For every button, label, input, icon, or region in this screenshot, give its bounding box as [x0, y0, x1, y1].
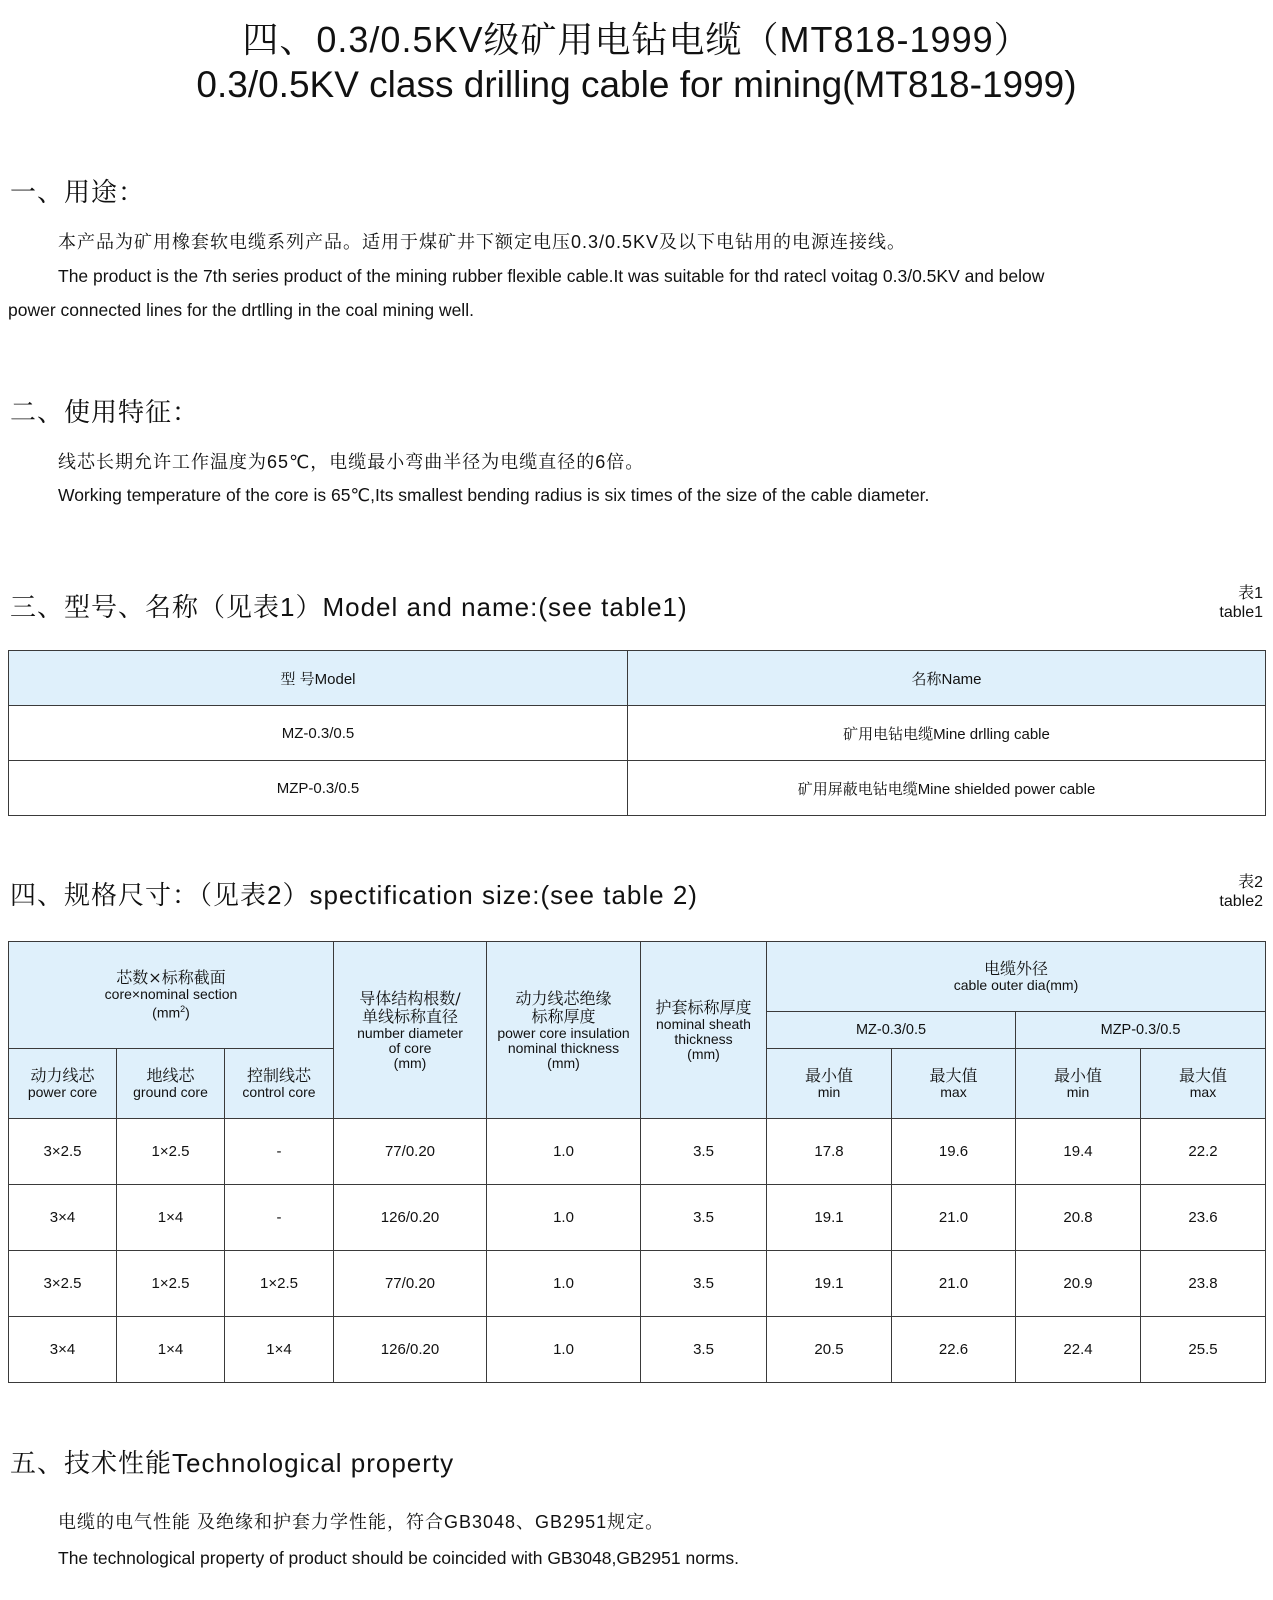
- table1-header-model: 型 号Model: [9, 651, 628, 706]
- cell-sheath: 3.5: [641, 1185, 767, 1251]
- table1-tag-cn: 表1: [1238, 585, 1263, 602]
- header-insulation: 动力线芯绝缘 标称厚度 power core insulation nominal thickness (mm): [487, 942, 641, 1119]
- section-heading-spec: 四、规格尺寸：（见表2）spectification size:(see table 2): [10, 880, 698, 910]
- section-heading-features: 二、使用特征：: [10, 397, 200, 427]
- cell-power-core: 3×4: [9, 1317, 117, 1383]
- section-heading-usage: 一、用途：: [10, 177, 146, 207]
- header-core-section: 芯数×标称截面 core×nominal section $(mm^2)$: [9, 942, 334, 1049]
- table1-tag-en: table1: [1219, 604, 1263, 621]
- table1-header-name: 名称Name: [628, 651, 1266, 706]
- table1-cell-model: MZ-0.3/0.5: [9, 706, 628, 761]
- cell-mzp-min: 20.9: [1016, 1251, 1141, 1317]
- cell-power-core: 3×4: [9, 1185, 117, 1251]
- cell-conductor: 126/0.20: [334, 1317, 487, 1383]
- tech-text-cn: 电缆的电气性能 及绝缘和护套力学性能，符合GB3048、GB2951规定。: [58, 1512, 665, 1532]
- header-mzp-min: 最小值 min: [1016, 1049, 1141, 1119]
- table-row: [9, 1119, 1266, 1185]
- page-title-en: 0.3/0.5KV class drilling cable for mining(MT818-1999): [196, 64, 1077, 105]
- cell-mz-min: 19.1: [767, 1251, 892, 1317]
- cell-mz-max: 19.6: [892, 1119, 1016, 1185]
- cell-mz-max: 22.6: [892, 1317, 1016, 1383]
- features-text-cn: 线芯长期允许工作温度为65℃，电缆最小弯曲半径为电缆直径的6倍。: [58, 452, 645, 472]
- cell-mzp-max: 23.6: [1141, 1185, 1266, 1251]
- cell-mzp-min: 22.4: [1016, 1317, 1141, 1383]
- section-heading-tech: 五、技术性能Technological property: [10, 1448, 455, 1478]
- model-name-table: [8, 650, 1266, 816]
- header-control-core: 控制线芯 control core: [225, 1049, 334, 1119]
- cell-mz-min: 17.8: [767, 1119, 892, 1185]
- header-mz-max: 最大值 max: [892, 1049, 1016, 1119]
- cell-ground-core: 1×4: [117, 1317, 225, 1383]
- cell-ground-core: 1×2.5: [117, 1119, 225, 1185]
- header-sheath: 护套标称厚度 nominal sheath thickness (mm): [641, 942, 767, 1119]
- header-outer-dia: 电缆外径 cable outer dia(mm): [767, 942, 1266, 1012]
- table1-cell-name: 矿用屏蔽电钻电缆Mine shielded power cable: [628, 761, 1266, 816]
- cell-power-core: 3×2.5: [9, 1251, 117, 1317]
- table1-cell-name: 矿用电钻电缆Mine drlling cable: [628, 706, 1266, 761]
- section-heading-model: 三、型号、名称（见表1）Model and name:(see table1): [10, 592, 688, 622]
- usage-text-en-line1: The product is the 7th series product of the mining rubber flexible cable.It was suitable for thd ratecl voitag 0.3/0.5KV and below: [58, 266, 1045, 286]
- cell-insulation: 1.0: [487, 1185, 641, 1251]
- table-row: [9, 1317, 1266, 1383]
- cell-mzp-max: 25.5: [1141, 1317, 1266, 1383]
- table2-tag-cn: 表2: [1238, 874, 1263, 891]
- cell-control-core: -: [225, 1185, 334, 1251]
- tech-text-en: The technological property of product should be coincided with GB3048,GB2951 norms.: [58, 1548, 739, 1568]
- table1-cell-model: MZP-0.3/0.5: [9, 761, 628, 816]
- table-row: [9, 1251, 1266, 1317]
- table-row: [9, 1185, 1266, 1251]
- cell-control-core: 1×2.5: [225, 1251, 334, 1317]
- header-power-core: 动力线芯 power core: [9, 1049, 117, 1119]
- cell-control-core: 1×4: [225, 1317, 334, 1383]
- cell-sheath: 3.5: [641, 1119, 767, 1185]
- cell-sheath: 3.5: [641, 1317, 767, 1383]
- usage-text-en-line2: power connected lines for the drtlling in the coal mining well.: [8, 300, 474, 320]
- table-row: [9, 761, 1266, 816]
- cell-mzp-max: 23.8: [1141, 1251, 1266, 1317]
- cell-sheath: 3.5: [641, 1251, 767, 1317]
- header-mzp-max: 最大值 max: [1141, 1049, 1266, 1119]
- cell-ground-core: 1×2.5: [117, 1251, 225, 1317]
- cell-mzp-max: 22.2: [1141, 1119, 1266, 1185]
- table2-tag-en: table2: [1219, 893, 1263, 910]
- cell-mz-max: 21.0: [892, 1185, 1016, 1251]
- table-row: [9, 706, 1266, 761]
- cell-power-core: 3×2.5: [9, 1119, 117, 1185]
- cell-mz-min: 20.5: [767, 1317, 892, 1383]
- usage-text-cn: 本产品为矿用橡套软电缆系列产品。适用于煤矿井下额定电压0.3/0.5KV及以下电钻用的电源连接线。: [58, 232, 907, 252]
- page-title-cn: 四、0.3/0.5KV级矿用电钻电缆（MT818-1999）: [242, 19, 1031, 60]
- header-conductor: 导体结构根数/ 单线标称直径 number diameter of core (mm): [334, 942, 487, 1119]
- cell-conductor: 77/0.20: [334, 1119, 487, 1185]
- spec-size-table: [8, 941, 1266, 1383]
- cell-mzp-min: 19.4: [1016, 1119, 1141, 1185]
- header-ground-core: 地线芯 ground core: [117, 1049, 225, 1119]
- features-text-en: Working temperature of the core is 65℃,Its smallest bending radius is six times of the size of the cable diameter.: [58, 485, 930, 505]
- cell-conductor: 126/0.20: [334, 1185, 487, 1251]
- header-mz-min: 最小值 min: [767, 1049, 892, 1119]
- cell-conductor: 77/0.20: [334, 1251, 487, 1317]
- cell-mz-min: 19.1: [767, 1185, 892, 1251]
- cell-insulation: 1.0: [487, 1317, 641, 1383]
- cell-ground-core: 1×4: [117, 1185, 225, 1251]
- cell-mz-max: 21.0: [892, 1251, 1016, 1317]
- cell-mzp-min: 20.8: [1016, 1185, 1141, 1251]
- header-mz: MZ-0.3/0.5: [767, 1012, 1016, 1049]
- cell-insulation: 1.0: [487, 1251, 641, 1317]
- cell-control-core: -: [225, 1119, 334, 1185]
- header-mzp: MZP-0.3/0.5: [1016, 1012, 1266, 1049]
- cell-insulation: 1.0: [487, 1119, 641, 1185]
